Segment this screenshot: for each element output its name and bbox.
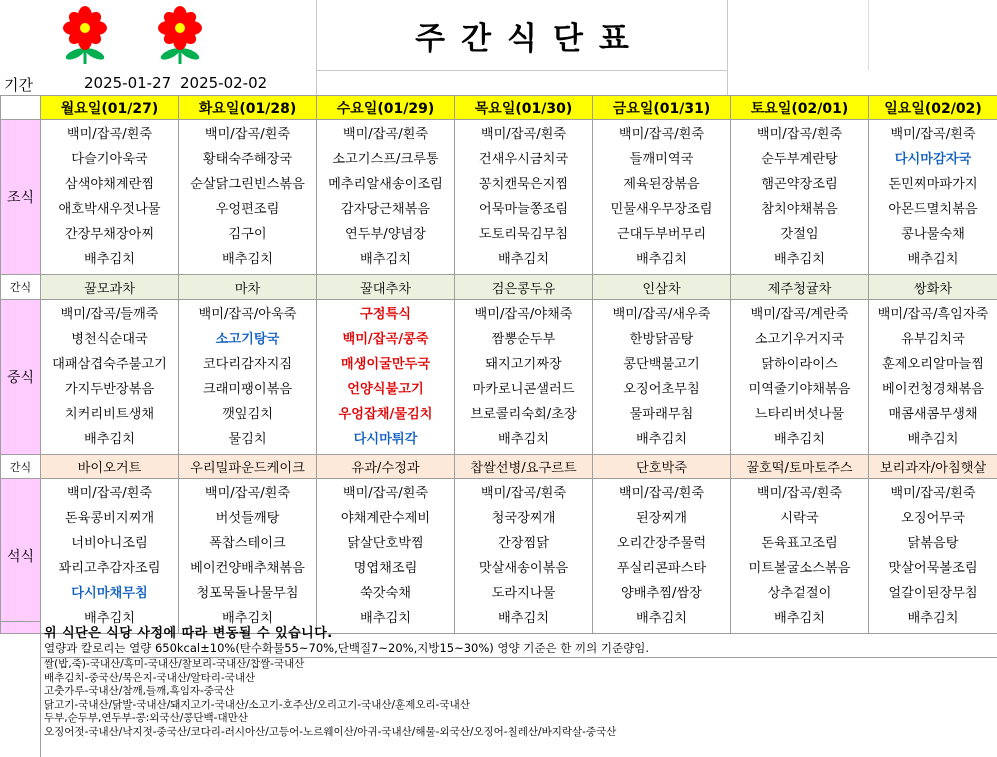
snack2-label: 간식 xyxy=(1,455,41,479)
gridline xyxy=(868,0,869,70)
snack2-cell: 찹쌀선병/요구르트 xyxy=(455,455,593,479)
period-start: 2025-01-27 xyxy=(84,74,172,92)
dinner-cell xyxy=(317,479,455,634)
menu-item: 명엽채조림 xyxy=(353,561,418,576)
menu-item: 가지두반장볶음 xyxy=(64,382,155,397)
menu-item: 순살닭그린빈스볶음 xyxy=(190,177,305,192)
menu-item: 된장찌개 xyxy=(636,511,687,526)
menu-item: 다슬기아욱국 xyxy=(71,152,148,167)
breakfast-cell xyxy=(41,120,179,275)
menu-item: 코다리감자지짐 xyxy=(202,357,293,372)
menu-item: 연두부/양념장 xyxy=(345,227,426,242)
menu-item: 백미/잡곡/콩죽 xyxy=(342,332,429,347)
menu-item: 맛살어묵볼조림 xyxy=(888,561,978,576)
menu-item: 청포묵돌나물무침 xyxy=(196,586,299,601)
menu-item: 감자당근채볶음 xyxy=(340,202,431,217)
day-header: 토요일(02/01) xyxy=(731,96,869,120)
dinner-label: 석식 xyxy=(1,479,41,634)
menu-item: 백미/잡곡/흰죽 xyxy=(66,486,153,501)
dinner-cell xyxy=(593,479,731,634)
menu-item: 언양식불고기 xyxy=(347,382,424,397)
menu-item: 느타리버섯나물 xyxy=(754,407,845,422)
notes-line-1: 위 식단은 식당 사정에 따라 변동될 수 있습니다. xyxy=(44,626,333,641)
menu-item: 백미/잡곡/흰죽 xyxy=(204,127,291,142)
menu-item: 배추김치 xyxy=(636,432,687,447)
menu-item: 양배추찜/쌈장 xyxy=(621,586,702,601)
menu-item: 백미/잡곡/흰죽 xyxy=(756,486,843,501)
menu-item: 구정특식 xyxy=(360,307,411,322)
origin-line: 오징어젓-국내산/낙지젓-중국산/코다리-러시아산/고등어-노르웨이산/아귀-국내산/해물-외국산/오징어-칠레산/바지락살-중국산 xyxy=(44,725,617,738)
menu-item: 마카로니콘샐러드 xyxy=(472,382,575,397)
lunch-cell xyxy=(731,300,869,455)
menu-item: 청국장찌개 xyxy=(491,511,556,526)
menu-item: 들깨미역국 xyxy=(629,152,694,167)
origin-line: 두부,순두부,연두부-콩:외국산/콩단백-대만산 xyxy=(44,712,248,725)
menu-item: 아몬드멸치볶음 xyxy=(888,202,978,217)
menu-item: 도라지나물 xyxy=(491,586,556,601)
menu-item: 백미/잡곡/아욱죽 xyxy=(198,307,297,322)
snack1-cell: 인삼차 xyxy=(593,275,731,300)
snack1-label: 간식 xyxy=(1,275,41,300)
dinner-cell xyxy=(179,479,317,634)
menu-item: 김구이 xyxy=(228,227,267,242)
menu-item: 간장무채장아찌 xyxy=(64,227,155,242)
menu-item: 폭찹스테이크 xyxy=(209,536,286,551)
dinner-cell xyxy=(869,479,997,634)
menu-item: 너비아니조림 xyxy=(71,536,148,551)
dinner-cell xyxy=(455,479,593,634)
menu-item: 황태숙주해장국 xyxy=(202,152,293,167)
menu-item: 배추김치 xyxy=(222,252,273,267)
day-header: 월요일(01/27) xyxy=(41,96,179,120)
snack2-cell: 꿀호떡/토마토주스 xyxy=(731,455,869,479)
menu-item: 제육된장볶음 xyxy=(623,177,700,192)
lunch-label: 중식 xyxy=(1,300,41,455)
menu-item: 백미/잡곡/흰죽 xyxy=(890,486,976,501)
snack1-cell: 꿀모과차 xyxy=(41,275,179,300)
snack1-cell: 검은콩두유 xyxy=(455,275,593,300)
menu-item: 백미/잡곡/흰죽 xyxy=(342,486,429,501)
menu-item: 꽈리고추감자조림 xyxy=(58,561,161,576)
menu-item: 시락국 xyxy=(780,511,819,526)
origin-line: 배추김치-중국산/묵은지-국내산/알타리-국내산 xyxy=(44,671,256,684)
notes xyxy=(40,621,997,657)
snack1-row xyxy=(1,275,997,300)
menu-item: 물김치 xyxy=(228,432,267,447)
menu-item: 다시마채무침 xyxy=(71,586,148,601)
menu-item: 어묵마늘쫑조림 xyxy=(478,202,569,217)
menu-item: 소고기탕국 xyxy=(215,332,280,347)
menu-item: 백미/잡곡/계란죽 xyxy=(750,307,849,322)
menu-item: 브로콜리숙회/초장 xyxy=(470,407,577,422)
corner-cell xyxy=(1,96,41,120)
menu-item: 오리간장주물럭 xyxy=(616,536,707,551)
menu-item: 배추김치 xyxy=(907,252,959,267)
menu-item: 백미/잡곡/흰죽 xyxy=(66,127,153,142)
menu-item: 배추김치 xyxy=(774,611,825,626)
menu-item: 매콤새콤무생채 xyxy=(888,407,978,422)
menu-item: 백미/잡곡/흑임자죽 xyxy=(877,307,989,322)
menu-item: 크래미팽이볶음 xyxy=(202,382,293,397)
breakfast-cell xyxy=(317,120,455,275)
menu-item: 다시마튀각 xyxy=(353,432,418,447)
origin-line: 닭고기-국내산/닭발-국내산/돼지고기-국내산/소고기-호주산/오리고기-국내산/훈제오리-국내산 xyxy=(44,698,470,711)
menu-item: 배추김치 xyxy=(222,611,273,626)
menu-item: 병천식순대국 xyxy=(71,332,148,347)
menu-item: 근대두부버무리 xyxy=(616,227,707,242)
menu-item: 야채계란수제비 xyxy=(340,511,431,526)
day-header: 금요일(01/31) xyxy=(593,96,731,120)
breakfast-cell xyxy=(731,120,869,275)
menu-item: 대패삼겹숙주불고기 xyxy=(52,357,167,372)
snack1-cell: 쌍화차 xyxy=(869,275,997,300)
menu-item: 닭하이라이스 xyxy=(761,357,838,372)
menu-item: 오징어초무침 xyxy=(623,382,700,397)
menu-item: 애호박새우젓나물 xyxy=(58,202,161,217)
menu-item: 햄곤약장조림 xyxy=(761,177,838,192)
lunch-cell xyxy=(593,300,731,455)
flower-logo-icon xyxy=(40,4,220,66)
menu-item: 갓절임 xyxy=(780,227,819,242)
page-title: 주간식단표 xyxy=(316,0,728,70)
lunch-cell xyxy=(455,300,593,455)
menu-item: 콩나물숙채 xyxy=(901,227,965,242)
menu-item: 베이컨청경채볶음 xyxy=(882,382,984,397)
notes-line-2: 열량과 칼로리는 열량 650kcal±10%(탄수화물55~70%,단백질7~20%,지방15~30%) 영양 기준은 한 끼의 기준량임. xyxy=(44,641,649,655)
menu-item: 백미/잡곡/들깨죽 xyxy=(60,307,159,322)
origin-info xyxy=(40,657,997,757)
period-label: 기간 xyxy=(4,76,33,94)
menu-item: 배추김치 xyxy=(907,611,959,626)
menu-item: 짬뽕순두부 xyxy=(491,332,556,347)
menu-item: 배추김치 xyxy=(636,611,687,626)
period-row xyxy=(0,70,997,96)
menu-item: 푸실리콘파스타 xyxy=(616,561,707,576)
period-end: 2025-02-02 xyxy=(180,74,268,92)
menu-item: 배추김치 xyxy=(360,252,411,267)
breakfast-cell xyxy=(455,120,593,275)
menu-item: 참치야채볶음 xyxy=(761,202,838,217)
dinner-cell xyxy=(41,479,179,634)
menu-item: 버섯들깨탕 xyxy=(215,511,280,526)
menu-item: 간장찜닭 xyxy=(498,536,549,551)
snack2-row xyxy=(1,455,997,479)
menu-item: 유부김치국 xyxy=(901,332,965,347)
menu-item: 깻잎김치 xyxy=(222,407,273,422)
lunch-cell xyxy=(41,300,179,455)
lunch-row xyxy=(1,300,997,455)
menu-item: 훈제오리알마늘찜 xyxy=(882,357,984,372)
menu-item: 돈육콩비지찌개 xyxy=(64,511,155,526)
menu-item: 물파래무침 xyxy=(629,407,694,422)
menu-item: 건새우시금치국 xyxy=(478,152,569,167)
menu-item: 우엉편조림 xyxy=(215,202,280,217)
menu-item: 배추김치 xyxy=(907,432,959,447)
menu-item: 배추김치 xyxy=(84,611,135,626)
menu-item: 도토리묵김무침 xyxy=(478,227,569,242)
menu-item: 백미/잡곡/흰죽 xyxy=(480,127,567,142)
breakfast-row xyxy=(1,120,997,275)
snack2-cell: 단호박죽 xyxy=(593,455,731,479)
menu-item: 배추김치 xyxy=(360,611,411,626)
menu-item: 우엉잡채/물김치 xyxy=(338,407,433,422)
period-box xyxy=(316,70,728,96)
menu-item: 맛살새송이볶음 xyxy=(478,561,569,576)
snack2-cell: 바이오거트 xyxy=(41,455,179,479)
menu-item: 닭볶음탕 xyxy=(907,536,959,551)
snack1-cell: 제주청귤차 xyxy=(731,275,869,300)
menu-item: 미트볼굴소스볶음 xyxy=(748,561,851,576)
menu-item: 배추김치 xyxy=(84,252,135,267)
day-header: 화요일(01/28) xyxy=(179,96,317,120)
breakfast-label: 조식 xyxy=(1,120,41,275)
menu-item: 치커리비트생채 xyxy=(64,407,155,422)
menu-item: 다시마감자국 xyxy=(894,152,972,167)
breakfast-cell xyxy=(869,120,997,275)
footer-left-column xyxy=(0,621,40,757)
snack2-cell: 유과/수정과 xyxy=(317,455,455,479)
menu-item: 소고기스프/크루통 xyxy=(332,152,439,167)
menu-item: 순두부계란탕 xyxy=(761,152,838,167)
menu-item: 닭살단호박찜 xyxy=(347,536,424,551)
menu-item: 백미/잡곡/흰죽 xyxy=(618,486,705,501)
menu-item: 백미/잡곡/흰죽 xyxy=(618,127,705,142)
menu-item: 메추리알새송이조림 xyxy=(328,177,443,192)
menu-table xyxy=(0,95,997,634)
breakfast-cell xyxy=(179,120,317,275)
menu-item: 백미/잡곡/흰죽 xyxy=(342,127,429,142)
menu-item: 미역줄기야채볶음 xyxy=(748,382,851,397)
day-header: 일요일(02/02) xyxy=(869,96,997,120)
menu-item: 배추김치 xyxy=(498,252,549,267)
menu-item: 백미/잡곡/흰죽 xyxy=(756,127,843,142)
menu-item: 쑥갓숙채 xyxy=(360,586,411,601)
menu-item: 돼지고기짜장 xyxy=(485,357,562,372)
menu-item: 백미/잡곡/흰죽 xyxy=(890,127,976,142)
menu-item: 백미/잡곡/새우죽 xyxy=(612,307,711,322)
menu-item: 얼갈이된장무침 xyxy=(888,586,978,601)
menu-item: 백미/잡곡/흰죽 xyxy=(480,486,567,501)
menu-item: 배추김치 xyxy=(498,611,549,626)
origin-line: 고춧가루-국내산/참깨,들깨,흑임자-중국산 xyxy=(44,685,235,698)
menu-item: 배추김치 xyxy=(636,252,687,267)
menu-item: 오징어무국 xyxy=(901,511,965,526)
dinner-row xyxy=(1,479,997,634)
menu-item: 콩단백불고기 xyxy=(623,357,700,372)
snack1-cell: 마차 xyxy=(179,275,317,300)
menu-item: 돈민찌마파가지 xyxy=(888,177,978,192)
menu-item: 민물새우무장조림 xyxy=(610,202,713,217)
menu-item: 배추김치 xyxy=(774,432,825,447)
snack1-cell: 꿀대추차 xyxy=(317,275,455,300)
snack2-cell: 우리밀파운드케이크 xyxy=(179,455,317,479)
menu-item: 상추겉절이 xyxy=(767,586,832,601)
menu-item: 꽁치캔묵은지찜 xyxy=(478,177,569,192)
menu-item: 백미/잡곡/흰죽 xyxy=(204,486,291,501)
menu-item: 배추김치 xyxy=(84,432,135,447)
menu-item: 베이컨양배추채볶음 xyxy=(190,561,305,576)
lunch-cell xyxy=(869,300,997,455)
lunch-cell xyxy=(179,300,317,455)
menu-item: 한방닭곰탕 xyxy=(629,332,694,347)
menu-item: 매생이굴만두국 xyxy=(340,357,431,372)
origin-line: 쌀(밥,죽)-국내산/흑미-국내산/찰보리-국내산/찹쌀-국내산 xyxy=(44,658,305,670)
menu-item: 백미/잡곡/야채죽 xyxy=(474,307,573,322)
day-header: 수요일(01/29) xyxy=(317,96,455,120)
breakfast-cell xyxy=(593,120,731,275)
day-header-row xyxy=(1,96,997,120)
menu-item: 돈육표고조림 xyxy=(761,536,838,551)
header xyxy=(0,0,997,70)
menu-item: 소고기우거지국 xyxy=(754,332,845,347)
menu-item: 삼색야채계란찜 xyxy=(64,177,155,192)
lunch-cell xyxy=(317,300,455,455)
dinner-cell xyxy=(731,479,869,634)
menu-item: 배추김치 xyxy=(498,432,549,447)
day-header: 목요일(01/30) xyxy=(455,96,593,120)
menu-item: 배추김치 xyxy=(774,252,825,267)
snack2-cell: 보리과자/아침햇살 xyxy=(869,455,997,479)
